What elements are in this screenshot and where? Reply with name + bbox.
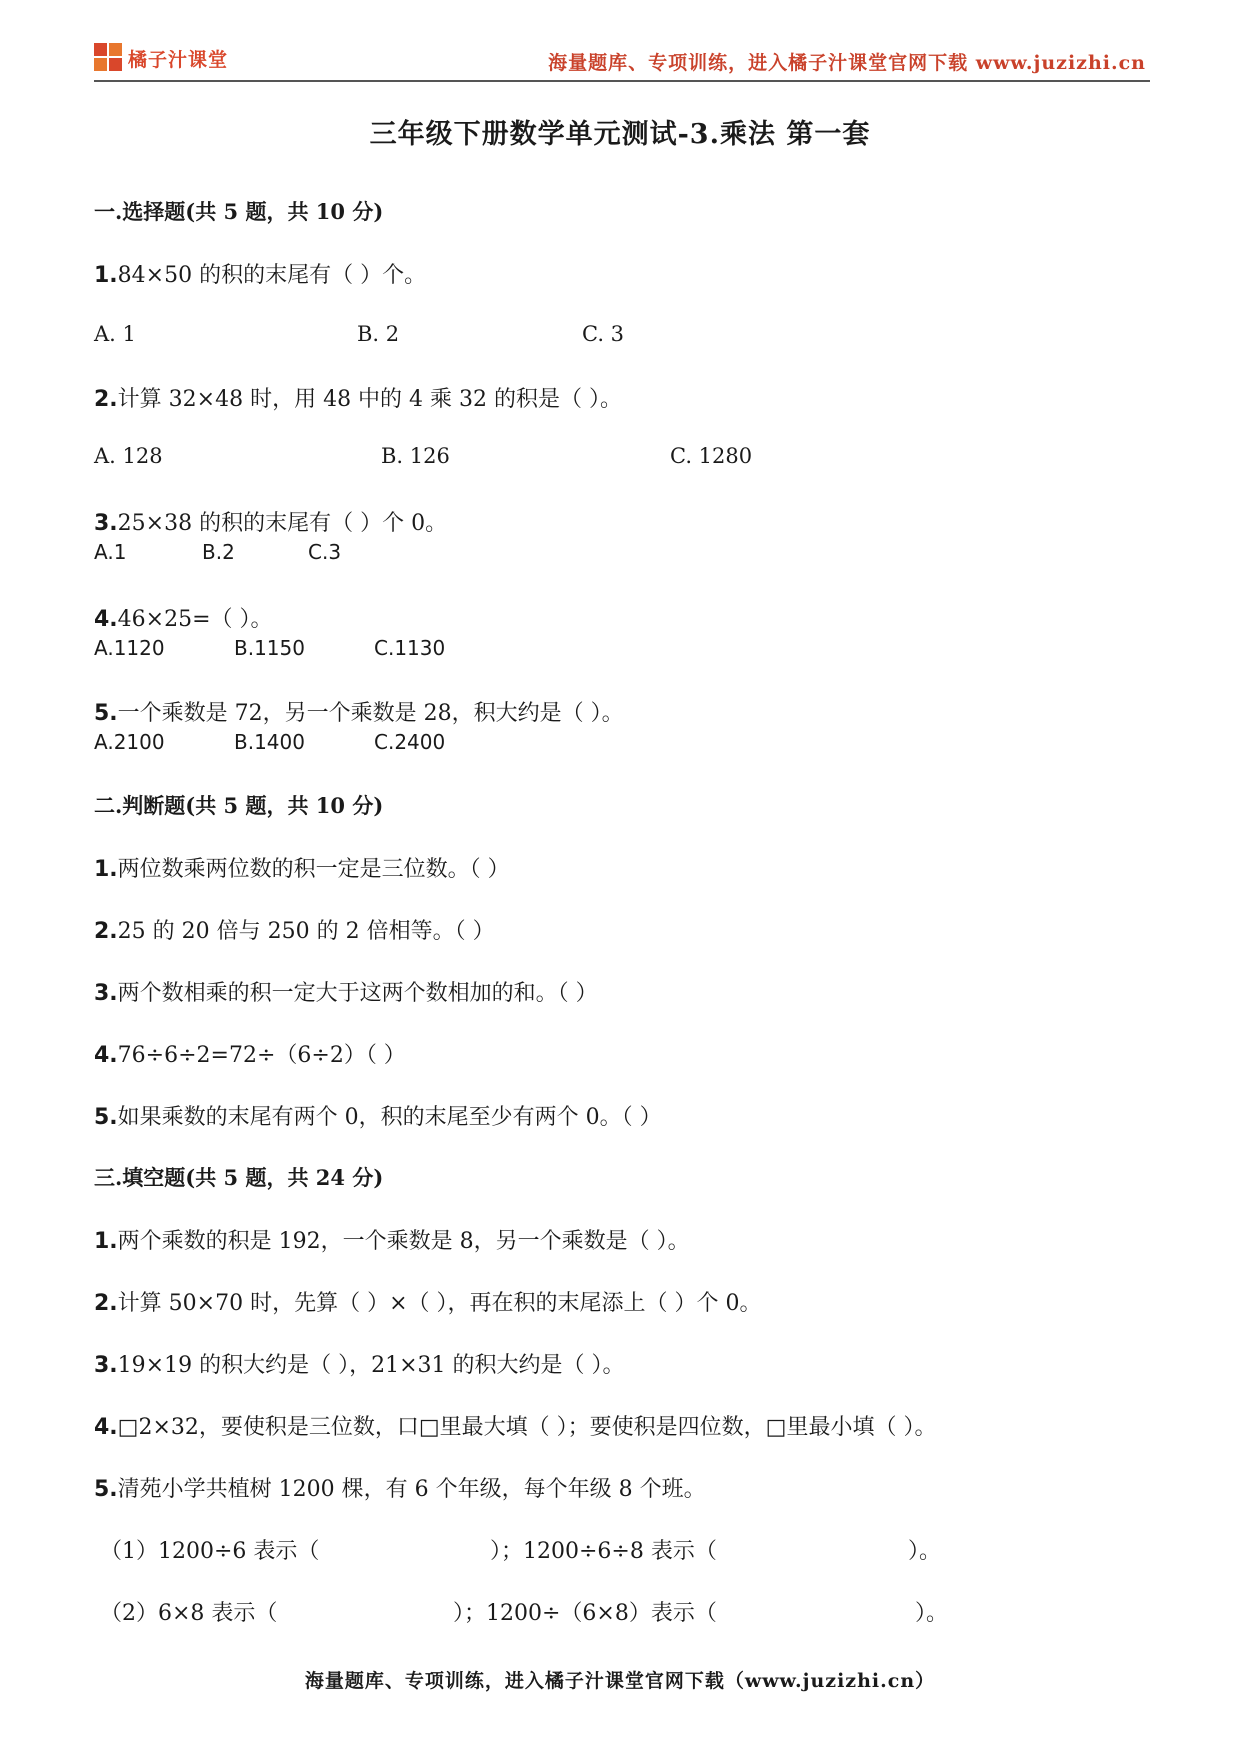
question-body: 两位数乘两位数的积一定是三位数。（ ） xyxy=(117,857,510,882)
question-text xyxy=(94,1224,690,1255)
section-heading-choice: 一.选择题(共 5 题，共 10 分) xyxy=(94,199,384,224)
page-header xyxy=(94,40,1150,82)
option-a[interactable]: A.1120 xyxy=(94,636,165,660)
question-number: 3. xyxy=(94,511,118,536)
sub-question-middle: ）；1200÷（6×8）表示（ xyxy=(453,1601,717,1626)
logo-text: 橘子汁课堂 xyxy=(128,48,229,71)
sub-question-middle: ）；1200÷6÷8 表示（ xyxy=(490,1539,717,1564)
question-text xyxy=(94,852,510,883)
option-c[interactable]: C.1130 xyxy=(374,636,446,660)
option-c[interactable]: C. 1280 xyxy=(670,444,753,468)
question-number: 1. xyxy=(94,263,118,288)
question-text xyxy=(94,382,622,413)
question-number: 3. xyxy=(94,1353,118,1378)
question-text xyxy=(94,1100,662,1131)
question-text xyxy=(94,602,273,633)
question-number: 5. xyxy=(94,701,118,726)
question-text xyxy=(94,1038,406,1069)
question-body: 清苑小学共植树 1200 棵，有 6 个年级，每个年级 8 个班。 xyxy=(117,1477,706,1502)
question-number: 1. xyxy=(94,857,118,882)
brand-logo[interactable] xyxy=(94,44,228,72)
logo-icon xyxy=(94,43,124,73)
question-body: □2×32，要使积是三位数，口□里最大填（ ）；要使积是四位数，□里最小填（ ）。 xyxy=(117,1415,937,1440)
question-body: 84×50 的积的末尾有（ ）个。 xyxy=(117,263,427,288)
question-body: 计算 32×48 时，用 48 中的 4 乘 32 的积是（ ）。 xyxy=(117,387,623,412)
question-number: 3. xyxy=(94,981,118,1006)
question-number: 5. xyxy=(94,1477,118,1502)
header-tagline[interactable]: 海量题库、专项训练，进入橘子汁课堂官网下载 www.juzizhi.cn xyxy=(548,52,1146,74)
question-body: 一个乘数是 72，另一个乘数是 28，积大约是（ ）。 xyxy=(117,701,624,726)
question-body: 46×25=（ ）。 xyxy=(117,607,273,632)
question-text xyxy=(94,258,426,289)
question-text xyxy=(94,976,598,1007)
option-a[interactable]: A. 1 xyxy=(94,322,136,346)
question-body: 19×19 的积大约是（ ），21×31 的积大约是（ ）。 xyxy=(117,1353,625,1378)
option-c[interactable]: C.3 xyxy=(308,540,342,564)
page-footer[interactable]: 海量题库、专项训练，进入橘子汁课堂官网下载（www.juzizhi.cn） xyxy=(304,1670,936,1692)
question-text xyxy=(94,696,624,727)
question-text xyxy=(94,914,495,945)
question-body: 76÷6÷2=72÷（6÷2）（ ） xyxy=(117,1043,406,1068)
option-b[interactable]: B.1400 xyxy=(234,730,305,754)
question-body: 计算 50×70 时，先算（ ）×（ ），再在积的末尾添上（ ）个 0。 xyxy=(117,1291,762,1316)
option-c[interactable]: C. 3 xyxy=(582,322,625,346)
option-a[interactable]: A.2100 xyxy=(94,730,165,754)
question-body: 25 的 20 倍与 250 的 2 倍相等。（ ） xyxy=(117,919,495,944)
question-number: 4. xyxy=(94,1415,118,1440)
option-a[interactable]: A.1 xyxy=(94,540,127,564)
sub-question-prefix: （1）1200÷6 表示（ xyxy=(100,1539,320,1564)
question-number: 2. xyxy=(94,387,118,412)
question-body: 两个乘数的积是 192，一个乘数是 8，另一个乘数是（ ）。 xyxy=(117,1229,690,1254)
question-text xyxy=(94,1348,625,1379)
option-b[interactable]: B. 2 xyxy=(357,322,400,346)
sub-question-prefix: （2）6×8 表示（ xyxy=(100,1601,278,1626)
option-b[interactable]: B.1150 xyxy=(234,636,305,660)
option-c[interactable]: C.2400 xyxy=(374,730,446,754)
question-body: 如果乘数的末尾有两个 0，积的末尾至少有两个 0。（ ） xyxy=(117,1105,662,1130)
question-body: 25×38 的积的末尾有（ ）个 0。 xyxy=(117,511,448,536)
page-title: 三年级下册数学单元测试-3.乘法 第一套 xyxy=(369,119,871,150)
option-b[interactable]: B. 126 xyxy=(381,444,450,468)
question-body: 两个数相乘的积一定大于这两个数相加的和。（ ） xyxy=(117,981,598,1006)
option-a[interactable]: A. 128 xyxy=(94,444,163,468)
question-text xyxy=(94,1472,706,1503)
question-number: 4. xyxy=(94,607,118,632)
question-text xyxy=(94,1286,762,1317)
question-number: 1. xyxy=(94,1229,118,1254)
sub-question-suffix: ）。 xyxy=(915,1601,949,1626)
option-b[interactable]: B.2 xyxy=(202,540,235,564)
question-number: 5. xyxy=(94,1105,118,1130)
question-number: 2. xyxy=(94,919,118,944)
sub-question-suffix: ）。 xyxy=(908,1539,942,1564)
question-number: 2. xyxy=(94,1291,118,1316)
question-text xyxy=(94,506,447,537)
question-text xyxy=(94,1410,936,1441)
section-heading-judgement: 二.判断题(共 5 题，共 10 分) xyxy=(94,793,384,818)
question-number: 4. xyxy=(94,1043,118,1068)
section-heading-fill-blank: 三.填空题(共 5 题，共 24 分) xyxy=(94,1165,384,1190)
